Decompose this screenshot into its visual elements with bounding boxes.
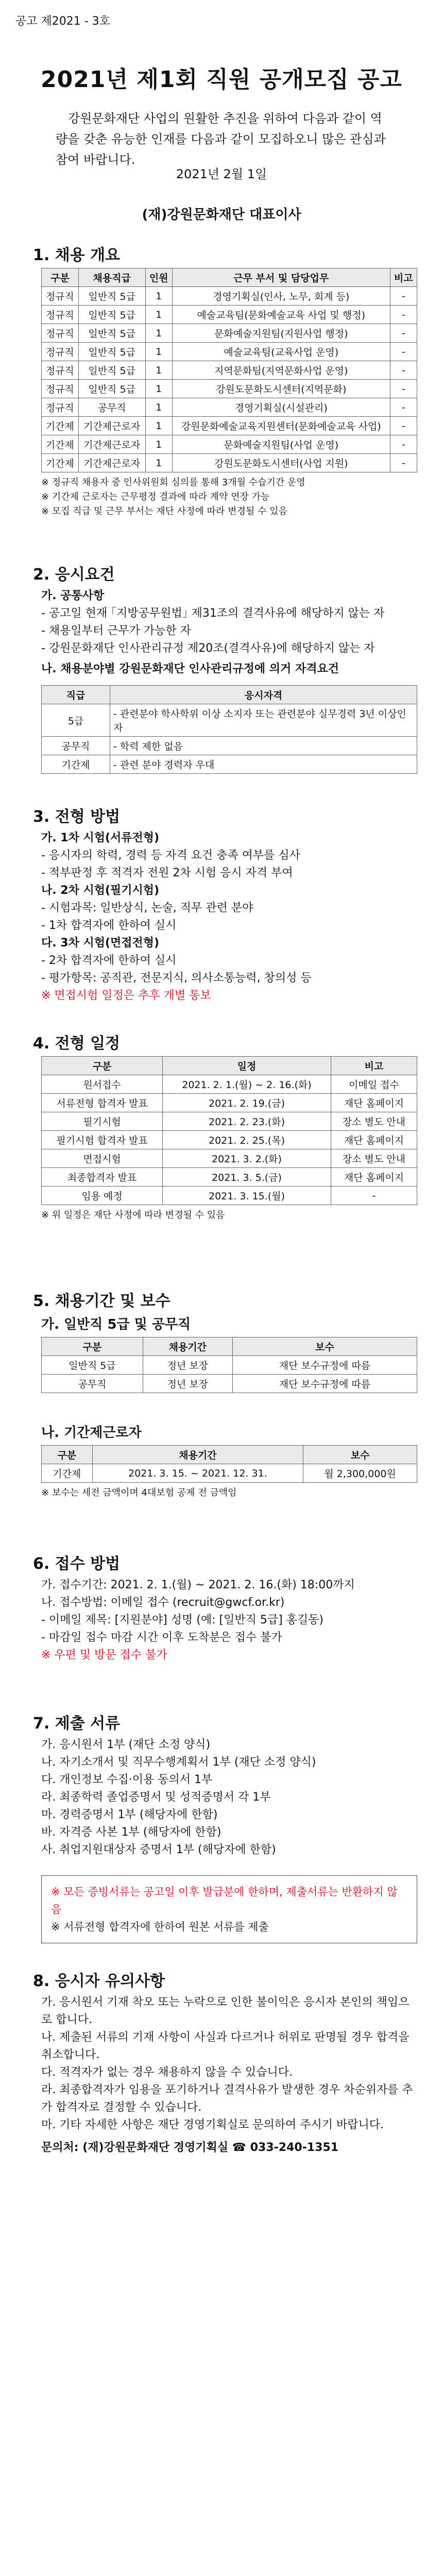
table-cell: 1 (145, 398, 172, 417)
overview-row (42, 287, 417, 306)
table-cell: 1 (145, 380, 172, 398)
schedule-table (41, 1056, 417, 1205)
application-method (41, 1577, 417, 1664)
table-cell: 면접시험 (42, 1149, 163, 1168)
notice-number: 공고 제2021 - 3호 (15, 15, 110, 28)
table-cell: 2021. 3. 2.(화) (163, 1149, 331, 1168)
column-header: 구분 (42, 268, 79, 287)
table-cell: 정규직 (42, 306, 79, 324)
table-cell: 필기시험 합격자 발표 (42, 1131, 163, 1149)
table-cell: 2021. 2. 19.(금) (163, 1094, 331, 1112)
table-cell: 기간제 (42, 417, 79, 435)
table-cell: 이메일 접수 (331, 1075, 417, 1094)
subheading: 나. 채용분야별 강원문화재단 인사관리규정에 의거 자격요건 (41, 663, 339, 675)
table-cell: 1 (145, 343, 172, 361)
table-cell: 1 (145, 324, 172, 343)
table-cell: 일반직 5급 (78, 287, 145, 306)
subheading: 가. 일반직 5급 및 공무직 (41, 1317, 191, 1332)
document-item: 나. 자기소개서 및 직무수행계획서 1부 (재단 소정 양식) (41, 1756, 316, 1769)
table-cell: - (390, 343, 417, 361)
table-cell: 2021. 2. 1.(월) ~ 2. 16.(화) (163, 1075, 331, 1094)
table-cell: 강원도문화도시센터(지역문화) (172, 380, 390, 398)
table-cell: 지역문화팀(지역문화사업 운영) (172, 361, 390, 380)
table-cell: 장소 별도 안내 (331, 1149, 417, 1168)
requirements-table-wrap (41, 685, 417, 774)
table-cell: 기간제근로자 (78, 454, 145, 472)
schedule-table-wrap (41, 1056, 417, 1223)
table-cell: 재단 홈페이지 (331, 1131, 417, 1149)
documents-box-line: ※ 서류전형 합격자에 한하여 원본 서류를 제출 (51, 1921, 269, 1933)
pay-row (42, 1356, 417, 1375)
table-cell: - 관련분야 학사학위 이상 소지자 또는 관련분야 실무경력 3년 이상인 자 (110, 704, 417, 737)
caution-item: 나. 제출된 서류의 기재 사항이 사실과 다르거나 허위로 판명될 경우 합격을 취소합니다. (41, 2031, 410, 2061)
table-cell: 예술교육팀(문화예술교육 사업 및 행정) (172, 306, 390, 324)
table-cell: 정규직 (42, 324, 79, 343)
table-header-row (42, 1337, 417, 1356)
table-cell: 1 (145, 361, 172, 380)
table-cell: 정규직 (42, 380, 79, 398)
selection-item: - 평가항목: 공직관, 전문지식, 의사소통능력, 창의성 등 (41, 972, 312, 985)
schedule-row (42, 1168, 417, 1187)
application-item: 가. 접수기간: 2021. 2. 1.(월) ~ 2021. 2. 16.(화) 18:00까지 (41, 1579, 355, 1591)
table-cell: 재단 홈페이지 (331, 1168, 417, 1187)
table-cell: 2021. 3. 5.(금) (163, 1168, 331, 1187)
table-header-row (42, 1446, 417, 1464)
column-header: 응시자격 (110, 686, 417, 704)
schedule-row (42, 1187, 417, 1205)
table-cell: 재단 보수규정에 따름 (232, 1356, 417, 1375)
table-cell: 일반직 5급 (78, 343, 145, 361)
schedule-row (42, 1094, 417, 1112)
table-cell: 경영기획실(시설관리) (172, 398, 390, 417)
overview-row (42, 306, 417, 324)
section-heading-cautions: 8. 응시자 유의사항 (33, 1972, 165, 1990)
application-item: - 이메일 제목: [지원분야] 성명 (예: [일반직 5급] 홍길동) (41, 1614, 323, 1626)
section-heading-requirements: 2. 응시요건 (33, 566, 115, 584)
table-cell: 재단 홈페이지 (331, 1094, 417, 1112)
requirements-common (41, 587, 417, 678)
table-cell: 기간제 (42, 1464, 93, 1483)
pay-table-body (42, 1356, 417, 1393)
overview-table (41, 268, 417, 472)
notice-signer: (재)강원문화재단 대표이사 (142, 207, 301, 223)
table-cell: 정년 보장 (143, 1375, 232, 1393)
table-cell: 일반직 5급 (42, 1356, 143, 1375)
pay-note: ※ 보수는 세전 금액이며 4대보험 공제 전 금액임 (41, 1487, 237, 1498)
table-cell: 공무직 (78, 398, 145, 417)
table-cell: 일반직 5급 (78, 361, 145, 380)
table-header-row (42, 686, 417, 704)
selection-item: - 1차 합격자에 한하여 실시 (41, 919, 177, 932)
requirement-item: - 채용일부터 근무가 가능한 자 (41, 624, 191, 637)
overview-row (42, 380, 417, 398)
table-cell: 강원문화예술교육지원센터(문화예술교육 사업) (172, 417, 390, 435)
column-header: 비고 (390, 268, 417, 287)
column-header: 채용직급 (78, 268, 145, 287)
caution-item: 가. 응시원서 기재 착오 또는 누락으로 인한 불이익은 응시자 본인의 책임으로 합니다. (41, 1996, 410, 2026)
schedule-row (42, 1075, 417, 1094)
requirement-item: - 공고일 현재 ｢지방공무원법｣ 제31조의 결격사유에 해당하지 않는 자 (41, 607, 385, 620)
column-header: 구분 (42, 1337, 143, 1356)
column-header: 인원 (145, 268, 172, 287)
caution-item: 마. 기타 자세한 사항은 재단 경영기획실로 문의하여 주시기 바랍니다. (41, 2119, 384, 2131)
table-cell: 1 (145, 435, 172, 454)
table-cell: - (390, 435, 417, 454)
table-cell: - (331, 1187, 417, 1205)
table-cell: 정규직 (42, 287, 79, 306)
requirement-row (42, 755, 417, 774)
table-cell: - 학력 제한 없음 (110, 737, 417, 755)
table-cell: 강원도문화도시센터(사업 지원) (172, 454, 390, 472)
column-header: 보수 (232, 1337, 417, 1356)
notice-intro: 강원문화재단 사업의 원활한 추진을 위하여 다음과 같이 역량을 갖춘 유능한 인재를 다음과 같이 모집하오니 많은 관심과 참여 바랍니다. (56, 111, 386, 167)
table-cell: - (390, 398, 417, 417)
recruitment-overview (41, 268, 417, 519)
table-cell: - (390, 306, 417, 324)
requirement-item: - 강원문화재단 인사관리규정 제20조(결격사유)에 해당하지 않는 자 (41, 642, 375, 655)
notice-date: 2021년 2월 1일 (176, 167, 267, 181)
table-cell: 1 (145, 454, 172, 472)
table-cell: 최종합격자 발표 (42, 1168, 163, 1187)
column-header: 채용기간 (143, 1337, 232, 1356)
table-cell: 서류전형 합격자 발표 (42, 1094, 163, 1112)
selection-item: 나. 2차 시험(필기시험) (41, 884, 160, 897)
overview-table-body (42, 287, 417, 472)
section-heading-schedule: 4. 전형 일정 (33, 1035, 121, 1053)
document-item: 바. 자격증 사본 1부 (해당자에 한함) (41, 1826, 222, 1839)
column-header: 구분 (42, 1446, 93, 1464)
requirements-table (41, 685, 417, 774)
schedule-note: ※ 위 일정은 재단 사정에 따라 변경될 수 있음 (41, 1210, 225, 1221)
application-item: 나. 접수방법: 이메일 접수 (recruit@gwcf.or.kr) (41, 1596, 285, 1609)
schedule-row (42, 1112, 417, 1131)
overview-row (42, 361, 417, 380)
selection-item: - 시험과목: 일반상식, 논술, 직무 관련 분야 (41, 902, 253, 914)
table-header-row (42, 268, 417, 287)
application-item: - 마감일 접수 마감 시간 이후 도착분은 접수 불가 (41, 1631, 282, 1644)
column-header: 비고 (331, 1057, 417, 1075)
table-cell: 기간제근로자 (78, 417, 145, 435)
schedule-table-body (42, 1075, 417, 1205)
selection-item: 가. 1차 시험(서류전형) (41, 832, 160, 844)
table-cell: 일반직 5급 (78, 306, 145, 324)
column-header: 보수 (303, 1446, 417, 1464)
table-cell: 1 (145, 306, 172, 324)
caution-item: 다. 적격자가 없는 경우 채용하지 않을 수 있습니다. (41, 2066, 293, 2079)
section-heading-overview: 1. 채용 개요 (33, 246, 121, 264)
table-cell: 경영기획실(인사, 노무, 회계 등) (172, 287, 390, 306)
table-cell: 장소 별도 안내 (331, 1112, 417, 1131)
table-cell: 기간제 (42, 435, 79, 454)
overview-row (42, 417, 417, 435)
table-cell: - (390, 417, 417, 435)
document-item: 라. 최종학력 졸업증명서 및 성적증명서 각 1부 (41, 1791, 271, 1804)
table-cell: 기간제근로자 (78, 435, 145, 454)
overview-notes (41, 476, 417, 519)
table-cell: 일반직 5급 (78, 380, 145, 398)
table-cell: 임용 예정 (42, 1187, 163, 1205)
documents-notice-box (41, 1875, 417, 1943)
table-cell: 문화예술지원팀(사업 운영) (172, 435, 390, 454)
document-item: 다. 개인정보 수집·이용 동의서 1부 (41, 1773, 213, 1786)
table-header-row (42, 1057, 417, 1075)
documents-box-line: ※ 모든 증빙서류는 공고일 이후 발급분에 한하며, 제출서류는 반환하지 않음 (51, 1886, 398, 1916)
table-cell: 원서접수 (42, 1075, 163, 1094)
table-cell: 기간제 (42, 454, 79, 472)
section-heading-selection: 3. 전형 방법 (33, 808, 121, 826)
selection-method (41, 829, 417, 1005)
pay-table-regular (41, 1337, 417, 1393)
selection-item: - 적부판정 후 적격자 전원 2차 시험 응시 자격 부여 (41, 867, 293, 879)
subheading: 가. 공통사항 (41, 589, 105, 602)
table-cell: 정규직 (42, 398, 79, 417)
column-header: 구분 (42, 1057, 163, 1075)
column-header: 채용기간 (92, 1446, 303, 1464)
section-heading-documents: 7. 제출 서류 (33, 1715, 121, 1733)
overview-note: ※ 정규직 채용자 중 인사위원회 심의를 통해 3개월 수습기간 운영 (41, 477, 305, 488)
overview-note: ※ 모집 직급 및 근무 부서는 재단 사정에 따라 변경될 수 있음 (41, 506, 287, 517)
notice-title: 2021년 제1회 직원 공개모집 공고 (41, 66, 402, 93)
table-cell: - (390, 361, 417, 380)
schedule-row (42, 1149, 417, 1168)
overview-row (42, 398, 417, 417)
table-cell: 월 2,300,000원 (303, 1464, 417, 1483)
section-heading-pay: 5. 채용기간 및 보수 (33, 1292, 171, 1310)
table-cell: - (390, 380, 417, 398)
selection-item: - 응시자의 학력, 경력 등 자격 요건 충족 여부를 심사 (41, 849, 300, 862)
cautions-list (41, 1994, 417, 2157)
requirement-row (42, 737, 417, 755)
document-item: 가. 응시원서 1부 (재단 소정 양식) (41, 1738, 211, 1751)
table-cell: 정년 보장 (143, 1356, 232, 1375)
caution-item: 라. 최종합격자가 임용을 포기하거나 결격사유가 발생한 경우 차순위자를 추가 합격자로 결정할 수 있습니다. (41, 2083, 413, 2114)
table-cell: 2021. 3. 15.(월) (163, 1187, 331, 1205)
pay-table-contract (41, 1445, 417, 1483)
requirement-row (42, 704, 417, 737)
document-item: 사. 취업지원대상자 증명서 1부 (해당자에 한함) (41, 1843, 276, 1856)
table-cell: 필기시험 (42, 1112, 163, 1131)
pay-row (42, 1375, 417, 1393)
pay-row (42, 1464, 417, 1483)
pay-table-body (42, 1464, 417, 1483)
selection-item: - 2차 합격자에 한하여 실시 (41, 954, 177, 967)
table-cell: 정규직 (42, 343, 79, 361)
table-cell: 5급 (42, 704, 110, 737)
document-item: 마. 경력증명서 1부 (해당자에 한함) (41, 1808, 218, 1821)
table-cell: - (390, 287, 417, 306)
table-cell: 공무직 (42, 1375, 143, 1393)
table-cell: 공무직 (42, 737, 110, 755)
table-cell: 2021. 3. 15. ~ 2021. 12. 31. (92, 1464, 303, 1483)
table-cell: 1 (145, 417, 172, 435)
pay-table-2-wrap (41, 1445, 417, 1500)
documents-list (41, 1736, 417, 1859)
table-cell: 문화예술지원팀(지원사업 행정) (172, 324, 390, 343)
selection-item: 다. 3차 시험(면접전형) (41, 937, 160, 950)
table-cell: 정규직 (42, 361, 79, 380)
table-cell: 2021. 2. 23.(화) (163, 1112, 331, 1131)
column-header: 직급 (42, 686, 110, 704)
section-heading-application: 6. 접수 방법 (33, 1555, 121, 1573)
application-red-note: ※ 우편 및 방문 접수 불가 (41, 1649, 167, 1662)
table-cell: 일반직 5급 (78, 324, 145, 343)
overview-row (42, 435, 417, 454)
table-cell: 예술교육팀(교육사업 운영) (172, 343, 390, 361)
table-cell: - (390, 454, 417, 472)
table-cell: 2021. 2. 25.(목) (163, 1131, 331, 1149)
contact-info: 문의처: (재)강원문화재단 경영기획실 ☎ 033-240-1351 (41, 2141, 339, 2154)
overview-row (42, 324, 417, 343)
table-cell: - 관련 분야 경력자 우대 (110, 755, 417, 774)
overview-row (42, 343, 417, 361)
table-cell: - (390, 324, 417, 343)
requirements-table-body (42, 704, 417, 774)
column-header: 근무 부서 및 담당업무 (172, 268, 390, 287)
table-cell: 기간제 (42, 755, 110, 774)
schedule-row (42, 1131, 417, 1149)
table-cell: 재단 보수규정에 따름 (232, 1375, 417, 1393)
pay-table-1-wrap (41, 1337, 417, 1393)
table-cell: 1 (145, 287, 172, 306)
overview-row (42, 454, 417, 472)
subheading: 나. 기간제근로자 (41, 1425, 142, 1440)
column-header: 일정 (163, 1057, 331, 1075)
overview-note: ※ 기간제 근로자는 근무평정 결과에 따라 계약 연장 가능 (41, 492, 270, 502)
selection-red-note: ※ 면접시험 일정은 추후 개별 통보 (41, 989, 211, 1002)
